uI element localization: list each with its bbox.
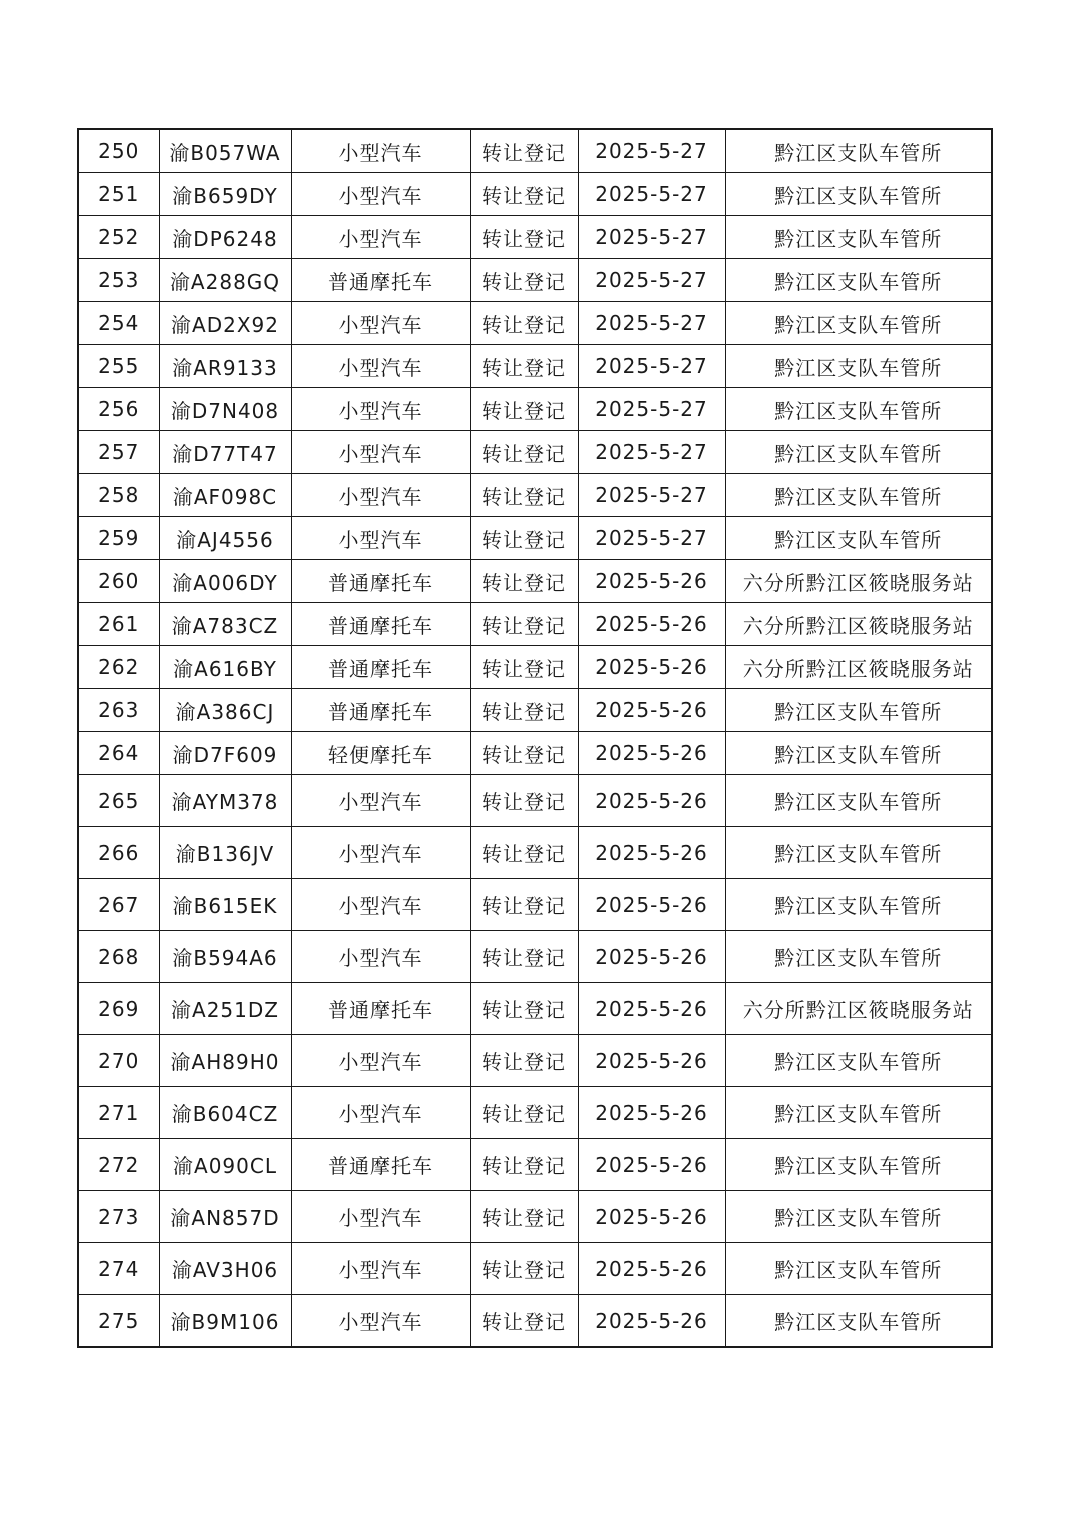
cell-office: 黔江区支队车管所: [725, 775, 992, 827]
table-row: [78, 302, 992, 345]
cell-date: 2025-5-26: [578, 983, 725, 1035]
table-row: [78, 431, 992, 474]
cell-vehicle-type: 小型汽车: [291, 431, 470, 474]
table-row: [78, 345, 992, 388]
cell-serial-number: 271: [78, 1087, 159, 1139]
cell-date: 2025-5-27: [578, 216, 725, 259]
table-row: [78, 603, 992, 646]
cell-serial-number: 261: [78, 603, 159, 646]
cell-office: 黔江区支队车管所: [725, 1087, 992, 1139]
cell-business-type: 转让登记: [470, 1035, 578, 1087]
cell-office: 黔江区支队车管所: [725, 931, 992, 983]
cell-plate-number: 渝A783CZ: [159, 603, 291, 646]
cell-plate-number: 渝AR9133: [159, 345, 291, 388]
cell-serial-number: 262: [78, 646, 159, 689]
cell-plate-number: 渝A288GQ: [159, 259, 291, 302]
cell-date: 2025-5-27: [578, 517, 725, 560]
cell-plate-number: 渝AYM378: [159, 775, 291, 827]
cell-plate-number: 渝AN857D: [159, 1191, 291, 1243]
cell-serial-number: 256: [78, 388, 159, 431]
cell-date: 2025-5-26: [578, 1295, 725, 1348]
cell-office: 黔江区支队车管所: [725, 827, 992, 879]
cell-office: 黔江区支队车管所: [725, 1295, 992, 1348]
table-row: [78, 1139, 992, 1191]
cell-plate-number: 渝D7N408: [159, 388, 291, 431]
cell-vehicle-type: 小型汽车: [291, 827, 470, 879]
cell-business-type: 转让登记: [470, 732, 578, 775]
cell-plate-number: 渝B057WA: [159, 129, 291, 173]
cell-vehicle-type: 普通摩托车: [291, 560, 470, 603]
cell-date: 2025-5-26: [578, 1243, 725, 1295]
cell-business-type: 转让登记: [470, 827, 578, 879]
cell-serial-number: 260: [78, 560, 159, 603]
cell-vehicle-type: 普通摩托车: [291, 983, 470, 1035]
cell-serial-number: 275: [78, 1295, 159, 1348]
cell-office: 黔江区支队车管所: [725, 259, 992, 302]
cell-serial-number: 267: [78, 879, 159, 931]
cell-serial-number: 252: [78, 216, 159, 259]
registration-records-table: [77, 128, 993, 1348]
cell-office: 黔江区支队车管所: [725, 216, 992, 259]
cell-serial-number: 268: [78, 931, 159, 983]
cell-business-type: 转让登记: [470, 216, 578, 259]
table-body: [78, 129, 992, 1347]
table-row: [78, 646, 992, 689]
cell-serial-number: 270: [78, 1035, 159, 1087]
cell-business-type: 转让登记: [470, 259, 578, 302]
cell-date: 2025-5-26: [578, 689, 725, 732]
cell-office: 黔江区支队车管所: [725, 1139, 992, 1191]
table-row: [78, 259, 992, 302]
cell-serial-number: 251: [78, 173, 159, 216]
table-row: [78, 1243, 992, 1295]
cell-serial-number: 272: [78, 1139, 159, 1191]
cell-business-type: 转让登记: [470, 474, 578, 517]
cell-vehicle-type: 普通摩托车: [291, 689, 470, 732]
cell-date: 2025-5-26: [578, 732, 725, 775]
table-row: [78, 931, 992, 983]
cell-plate-number: 渝AD2X92: [159, 302, 291, 345]
cell-office: 黔江区支队车管所: [725, 689, 992, 732]
cell-vehicle-type: 轻便摩托车: [291, 732, 470, 775]
cell-date: 2025-5-26: [578, 1191, 725, 1243]
cell-plate-number: 渝A616BY: [159, 646, 291, 689]
cell-business-type: 转让登记: [470, 931, 578, 983]
cell-serial-number: 266: [78, 827, 159, 879]
cell-vehicle-type: 小型汽车: [291, 1243, 470, 1295]
cell-serial-number: 255: [78, 345, 159, 388]
cell-business-type: 转让登记: [470, 1139, 578, 1191]
cell-plate-number: 渝A251DZ: [159, 983, 291, 1035]
cell-office: 黔江区支队车管所: [725, 732, 992, 775]
cell-business-type: 转让登记: [470, 1243, 578, 1295]
cell-vehicle-type: 小型汽车: [291, 173, 470, 216]
cell-date: 2025-5-27: [578, 431, 725, 474]
cell-office: 黔江区支队车管所: [725, 302, 992, 345]
cell-serial-number: 264: [78, 732, 159, 775]
cell-office: 黔江区支队车管所: [725, 474, 992, 517]
table-row: [78, 216, 992, 259]
cell-business-type: 转让登记: [470, 517, 578, 560]
cell-plate-number: 渝A090CL: [159, 1139, 291, 1191]
cell-plate-number: 渝B604CZ: [159, 1087, 291, 1139]
table-row: [78, 173, 992, 216]
cell-office: 六分所黔江区筱晓服务站: [725, 560, 992, 603]
cell-date: 2025-5-26: [578, 646, 725, 689]
cell-date: 2025-5-27: [578, 302, 725, 345]
table-row: [78, 388, 992, 431]
cell-vehicle-type: 普通摩托车: [291, 1139, 470, 1191]
document-page: [77, 128, 991, 1348]
cell-date: 2025-5-26: [578, 603, 725, 646]
cell-vehicle-type: 小型汽车: [291, 129, 470, 173]
cell-plate-number: 渝D77T47: [159, 431, 291, 474]
cell-business-type: 转让登记: [470, 129, 578, 173]
cell-office: 黔江区支队车管所: [725, 345, 992, 388]
cell-vehicle-type: 小型汽车: [291, 345, 470, 388]
cell-office: 黔江区支队车管所: [725, 1243, 992, 1295]
cell-business-type: 转让登记: [470, 879, 578, 931]
cell-serial-number: 274: [78, 1243, 159, 1295]
cell-office: 黔江区支队车管所: [725, 129, 992, 173]
cell-serial-number: 259: [78, 517, 159, 560]
cell-vehicle-type: 普通摩托车: [291, 603, 470, 646]
cell-plate-number: 渝B136JV: [159, 827, 291, 879]
table-row: [78, 879, 992, 931]
cell-office: 六分所黔江区筱晓服务站: [725, 983, 992, 1035]
table-row: [78, 827, 992, 879]
cell-vehicle-type: 小型汽车: [291, 517, 470, 560]
cell-business-type: 转让登记: [470, 775, 578, 827]
cell-date: 2025-5-27: [578, 345, 725, 388]
table-row: [78, 689, 992, 732]
cell-plate-number: 渝AJ4556: [159, 517, 291, 560]
cell-plate-number: 渝B659DY: [159, 173, 291, 216]
cell-business-type: 转让登记: [470, 646, 578, 689]
cell-plate-number: 渝B615EK: [159, 879, 291, 931]
cell-serial-number: 269: [78, 983, 159, 1035]
cell-serial-number: 257: [78, 431, 159, 474]
cell-serial-number: 253: [78, 259, 159, 302]
cell-date: 2025-5-26: [578, 931, 725, 983]
cell-vehicle-type: 小型汽车: [291, 216, 470, 259]
table-row: [78, 1191, 992, 1243]
cell-plate-number: 渝A006DY: [159, 560, 291, 603]
cell-vehicle-type: 小型汽车: [291, 1295, 470, 1348]
cell-business-type: 转让登记: [470, 431, 578, 474]
cell-vehicle-type: 小型汽车: [291, 775, 470, 827]
table-row: [78, 474, 992, 517]
cell-plate-number: 渝B594A6: [159, 931, 291, 983]
cell-business-type: 转让登记: [470, 603, 578, 646]
cell-plate-number: 渝AV3H06: [159, 1243, 291, 1295]
cell-serial-number: 273: [78, 1191, 159, 1243]
cell-office: 黔江区支队车管所: [725, 1191, 992, 1243]
cell-office: 黔江区支队车管所: [725, 388, 992, 431]
cell-vehicle-type: 小型汽车: [291, 1087, 470, 1139]
table-row: [78, 1295, 992, 1348]
cell-vehicle-type: 小型汽车: [291, 931, 470, 983]
cell-office: 黔江区支队车管所: [725, 1035, 992, 1087]
cell-plate-number: 渝D7F609: [159, 732, 291, 775]
cell-vehicle-type: 普通摩托车: [291, 259, 470, 302]
table-row: [78, 517, 992, 560]
cell-business-type: 转让登记: [470, 173, 578, 216]
table-row: [78, 732, 992, 775]
cell-serial-number: 265: [78, 775, 159, 827]
cell-date: 2025-5-27: [578, 129, 725, 173]
cell-serial-number: 250: [78, 129, 159, 173]
cell-date: 2025-5-27: [578, 474, 725, 517]
cell-business-type: 转让登记: [470, 983, 578, 1035]
cell-office: 六分所黔江区筱晓服务站: [725, 646, 992, 689]
cell-plate-number: 渝AH89H0: [159, 1035, 291, 1087]
table-row: [78, 129, 992, 173]
cell-office: 六分所黔江区筱晓服务站: [725, 603, 992, 646]
cell-vehicle-type: 普通摩托车: [291, 646, 470, 689]
cell-business-type: 转让登记: [470, 689, 578, 732]
cell-date: 2025-5-26: [578, 1035, 725, 1087]
cell-vehicle-type: 小型汽车: [291, 302, 470, 345]
cell-date: 2025-5-27: [578, 173, 725, 216]
cell-vehicle-type: 小型汽车: [291, 1035, 470, 1087]
cell-plate-number: 渝B9M106: [159, 1295, 291, 1348]
cell-date: 2025-5-26: [578, 775, 725, 827]
cell-serial-number: 263: [78, 689, 159, 732]
cell-business-type: 转让登记: [470, 302, 578, 345]
cell-vehicle-type: 小型汽车: [291, 474, 470, 517]
cell-office: 黔江区支队车管所: [725, 431, 992, 474]
cell-date: 2025-5-27: [578, 259, 725, 302]
table-row: [78, 775, 992, 827]
cell-date: 2025-5-26: [578, 1139, 725, 1191]
cell-date: 2025-5-27: [578, 388, 725, 431]
cell-business-type: 转让登记: [470, 345, 578, 388]
cell-serial-number: 258: [78, 474, 159, 517]
cell-business-type: 转让登记: [470, 1191, 578, 1243]
cell-business-type: 转让登记: [470, 1087, 578, 1139]
cell-plate-number: 渝AF098C: [159, 474, 291, 517]
cell-vehicle-type: 小型汽车: [291, 1191, 470, 1243]
table-row: [78, 1035, 992, 1087]
cell-vehicle-type: 小型汽车: [291, 879, 470, 931]
cell-plate-number: 渝A386CJ: [159, 689, 291, 732]
cell-date: 2025-5-26: [578, 1087, 725, 1139]
cell-plate-number: 渝DP6248: [159, 216, 291, 259]
cell-date: 2025-5-26: [578, 560, 725, 603]
cell-office: 黔江区支队车管所: [725, 517, 992, 560]
table-row: [78, 1087, 992, 1139]
cell-serial-number: 254: [78, 302, 159, 345]
table-row: [78, 560, 992, 603]
cell-vehicle-type: 小型汽车: [291, 388, 470, 431]
cell-office: 黔江区支队车管所: [725, 879, 992, 931]
cell-business-type: 转让登记: [470, 388, 578, 431]
cell-business-type: 转让登记: [470, 1295, 578, 1348]
cell-date: 2025-5-26: [578, 827, 725, 879]
cell-date: 2025-5-26: [578, 879, 725, 931]
table-row: [78, 983, 992, 1035]
cell-office: 黔江区支队车管所: [725, 173, 992, 216]
cell-business-type: 转让登记: [470, 560, 578, 603]
